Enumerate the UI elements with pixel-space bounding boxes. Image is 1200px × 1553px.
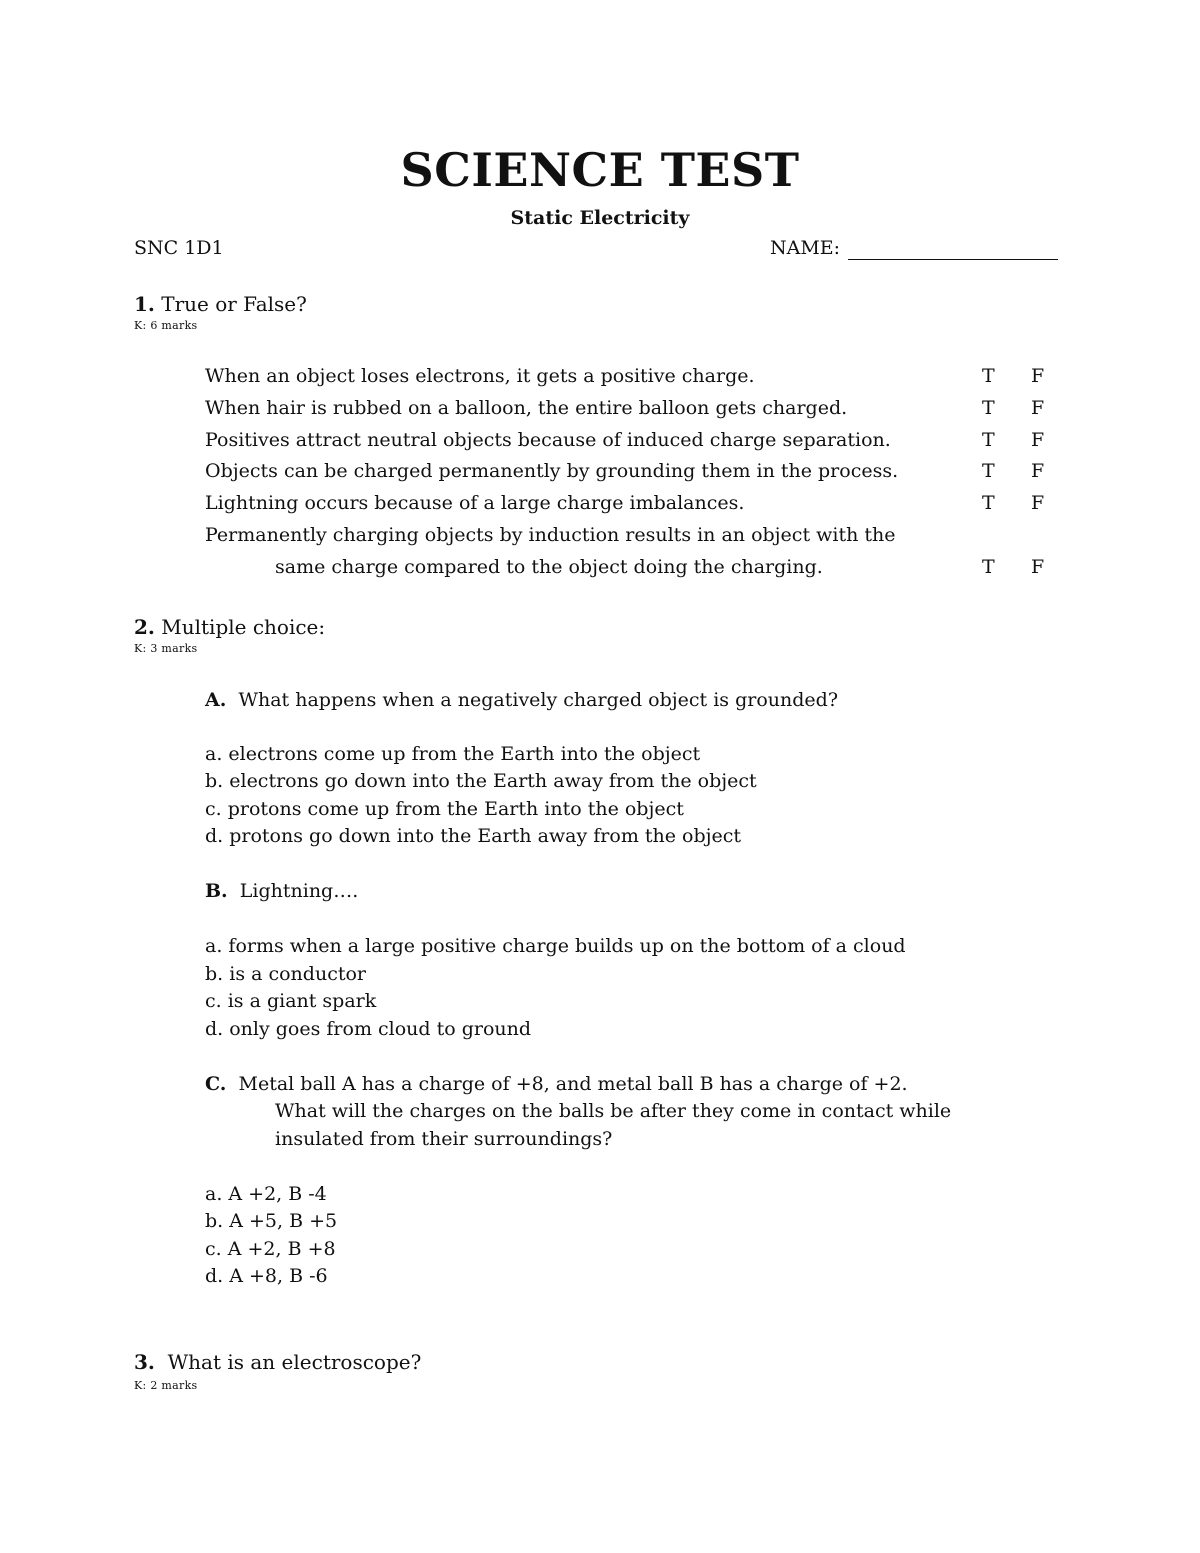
mc-question-text-line3: insulated from their surroundings? [275,1128,613,1150]
mc-question-text: What happens when a negatively charged object is grounded? [238,689,839,711]
mc-option[interactable]: c. protons come up from the Earth into the object [205,798,684,820]
tf-statement: Lightning occurs because of a large charge imbalances. [205,492,745,514]
tf-statement: When hair is rubbed on a balloon, the entire balloon gets charged. [205,397,848,419]
false-option[interactable]: F [1031,460,1045,482]
question-number: 3. [134,1350,155,1374]
tf-statement: When an object loses electrons, it gets a positive charge. [205,365,755,387]
mc-letter: A. [205,689,227,711]
marks-label: K: 6 marks [134,319,198,332]
question-text: What is an electroscope? [167,1350,422,1374]
mc-letter: C. [205,1073,227,1095]
true-option[interactable]: T [982,397,995,419]
question-1-heading [134,292,307,316]
true-option[interactable]: T [982,429,995,451]
false-option[interactable]: F [1031,365,1045,387]
mc-letter: B. [205,880,228,902]
question-text: True or False? [161,292,307,316]
name-label: NAME: [770,237,841,259]
mc-option[interactable]: d. A +8, B -6 [205,1265,328,1287]
mc-option[interactable]: a. forms when a large positive charge builds up on the bottom of a cloud [205,935,906,957]
page-title: SCIENCE TEST [400,143,800,197]
mc-question-b [205,880,358,902]
false-option[interactable]: F [1031,397,1045,419]
mc-option[interactable]: c. is a giant spark [205,990,377,1012]
true-option[interactable]: T [982,460,995,482]
course-code: SNC 1D1 [134,237,224,259]
mc-option[interactable]: b. is a conductor [205,963,366,985]
mc-option[interactable]: b. A +5, B +5 [205,1210,338,1232]
mc-option[interactable]: d. only goes from cloud to ground [205,1018,532,1040]
question-2-heading [134,615,325,639]
question-number: 1. [134,292,155,316]
mc-option[interactable]: b. electrons go down into the Earth away from the object [205,770,757,792]
false-option[interactable]: F [1031,492,1045,514]
page-subtitle: Static Electricity [510,207,690,229]
false-option[interactable]: F [1031,556,1045,578]
mc-question-c [205,1073,908,1095]
question-3-heading [134,1350,421,1374]
tf-statement-continuation: same charge compared to the object doing the charging. [275,556,823,578]
name-blank-line[interactable] [848,259,1058,260]
marks-label: K: 2 marks [134,1379,198,1392]
mc-option[interactable]: a. A +2, B -4 [205,1183,327,1205]
mc-question-a [205,689,838,711]
mc-option[interactable]: d. protons go down into the Earth away from the object [205,825,742,847]
mc-option[interactable]: c. A +2, B +8 [205,1238,336,1260]
true-option[interactable]: T [982,556,995,578]
tf-statement: Objects can be charged permanently by grounding them in the process. [205,460,899,482]
question-number: 2. [134,615,155,639]
mc-question-text: Lightning…. [239,880,359,902]
tf-statement: Permanently charging objects by induction results in an object with the [205,524,896,546]
mc-question-text: Metal ball A has a charge of +8, and metal ball B has a charge of +2. [238,1073,908,1095]
true-option[interactable]: T [982,365,995,387]
marks-label: K: 3 marks [134,642,198,655]
true-option[interactable]: T [982,492,995,514]
mc-option[interactable]: a. electrons come up from the Earth into the object [205,743,701,765]
tf-statement: Positives attract neutral objects because of induced charge separation. [205,429,891,451]
mc-question-text-line2: What will the charges on the balls be after they come in contact while [275,1100,952,1122]
false-option[interactable]: F [1031,429,1045,451]
question-text: Multiple choice: [161,615,326,639]
